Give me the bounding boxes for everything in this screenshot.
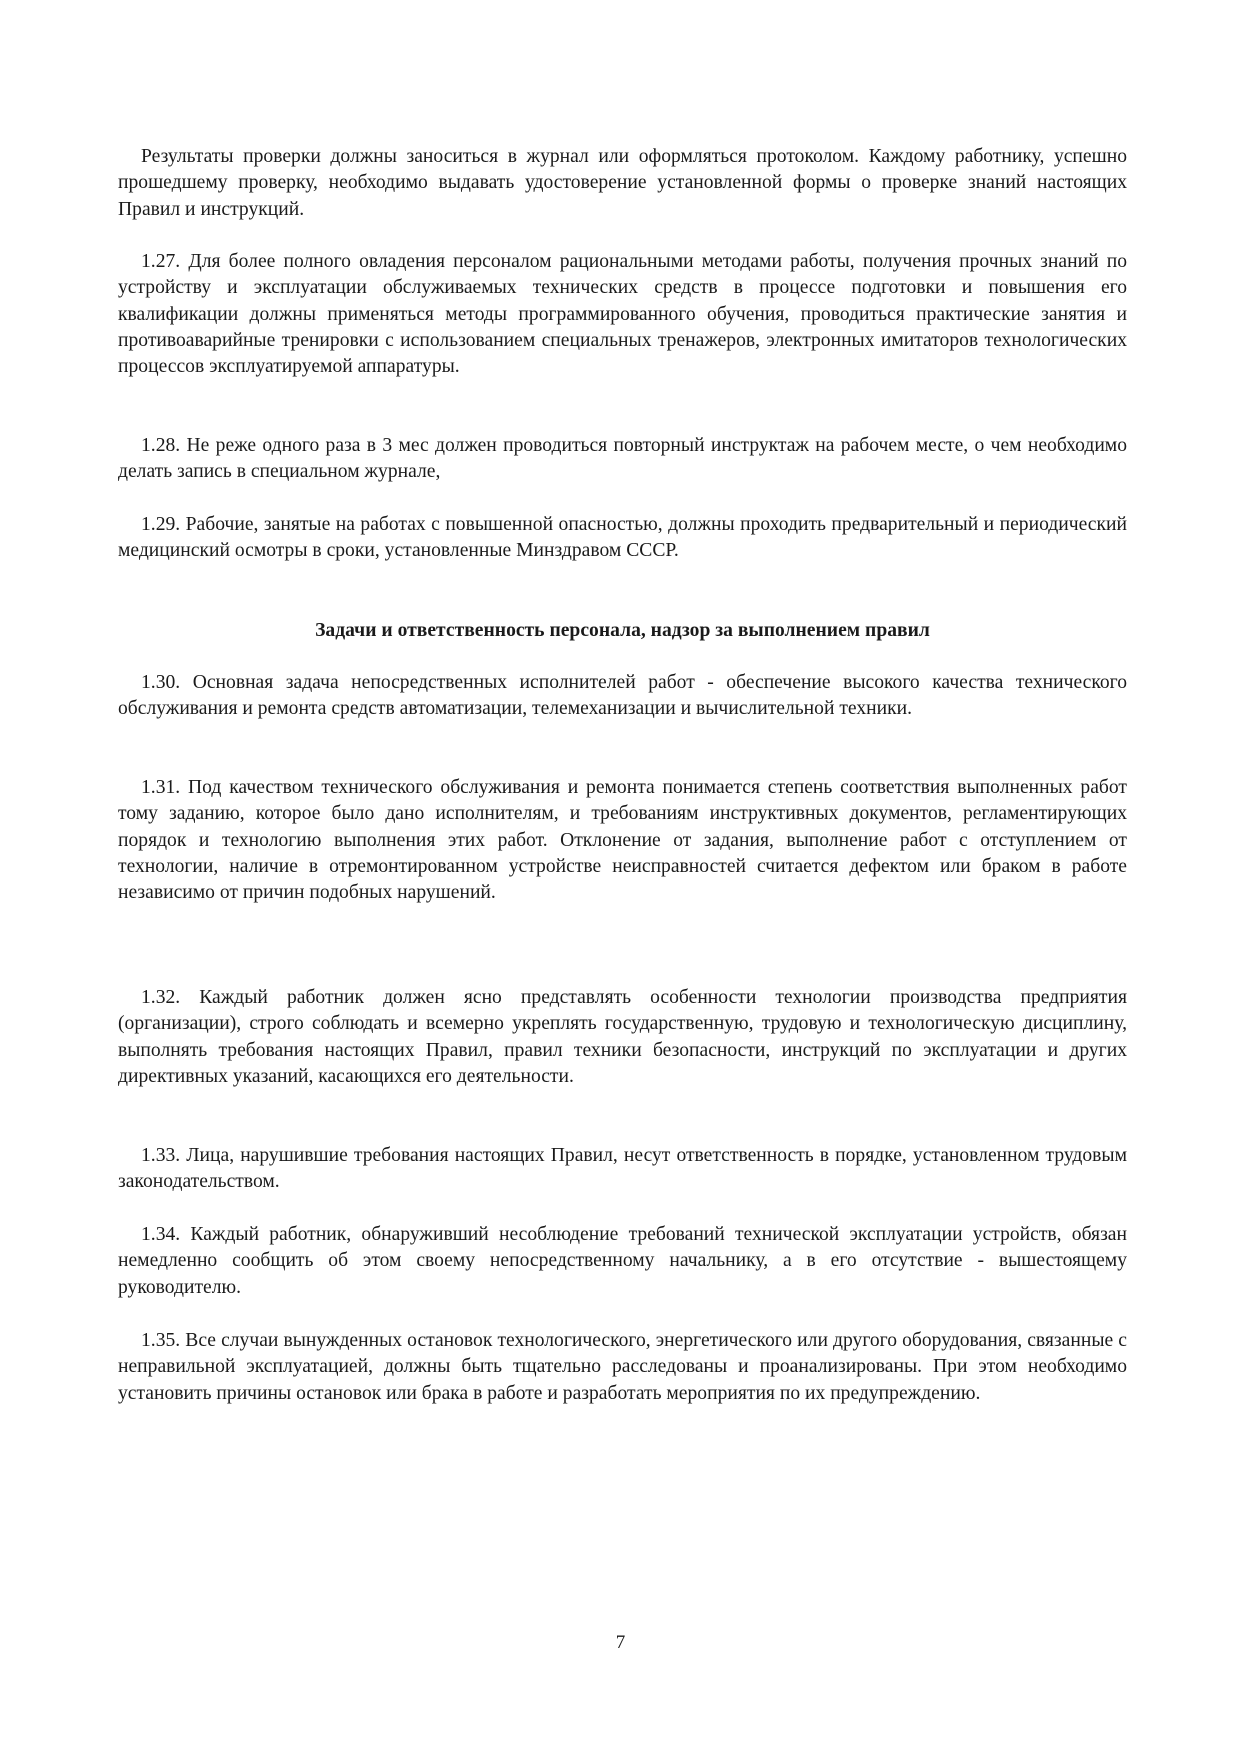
paragraph-1-32: 1.32. Каждый работник должен ясно представлять особенности технологии производства предприятия (организации), строго соблюдать и всемерно укреплять государственную, трудовую и технологическую дисциплину, выполнять требования настоящих Правил, правил техники безопасности, инструкций по эксплуатации и других директивных указаний, касающихся его деятельности.	[118, 987, 1127, 1087]
page-number: 7	[615, 1632, 626, 1653]
paragraph-1-31: 1.31. Под качеством технического обслуживания и ремонта понимается степень соответствия выполненных работ тому заданию, которое было дано исполнителям, и требованиям инструктивных документов, регламентирующих порядок и технологию выполнения этих работ. Отклонение от задания, выполнение работ с отступлением от технологии, наличие в отремонтированном устройстве неисправностей считается дефектом или браком в работе независимо от причин подобных нарушений.	[118, 777, 1127, 904]
section-heading: Задачи и ответственность персонала, надзор за выполнением правил	[315, 620, 930, 641]
paragraph-1-35: 1.35. Все случаи вынужденных остановок технологического, энергетического или другого оборудования, связанные с неправильной эксплуатацией, должны быть тщательно расследованы и проанализированы. При этом необходимо установить причины остановок или брака в работе и разработать мероприятия по их предупреждению.	[118, 1330, 1127, 1404]
paragraph-1-27: 1.27. Для более полного овладения персоналом рациональными методами работы, получения прочных знаний по устройству и эксплуатации обслуживаемых технических средств в процессе подготовки и повышения его квалификации должны применяться методы программированного обучения, проводиться практические занятия и противоаварийные тренировки с использованием специальных тренажеров, электронных имитаторов технологических процессов эксплуатируемой аппаратуры.	[118, 251, 1127, 378]
paragraph-results: Результаты проверки должны заноситься в журнал или оформляться протоколом. Каждому работнику, успешно прошедшему проверку, необходимо выдавать удостоверение установленной формы о проверке знаний настоящих Правил и инструкций.	[118, 146, 1127, 220]
paragraph-1-34: 1.34. Каждый работник, обнаруживший несоблюдение требований технической эксплуатации устройств, обязан немедленно сообщить об этом своему непосредственному начальнику, а в его отсутствие - вышестоящему руководителю.	[118, 1224, 1127, 1298]
paragraph-1-30: 1.30. Основная задача непосредственных исполнителей работ - обеспечение высокого качества технического обслуживания и ремонта средств автоматизации, телемеханизации и вычислительной техники.	[118, 672, 1127, 720]
paragraph-1-28: 1.28. Не реже одного раза в 3 мес должен проводиться повторный инструктаж на рабочем месте, о чем необходимо делать запись в специальном журнале,	[118, 435, 1127, 483]
paragraph-1-33: 1.33. Лица, нарушившие требования настоящих Правил, несут ответственность в порядке, установленном трудовым законодательством.	[118, 1145, 1127, 1193]
paragraph-1-29: 1.29. Рабочие, занятые на работах с повышенной опасностью, должны проходить предварительный и периодический медицинский осмотры в сроки, установленные Минздравом СССР.	[118, 514, 1127, 562]
